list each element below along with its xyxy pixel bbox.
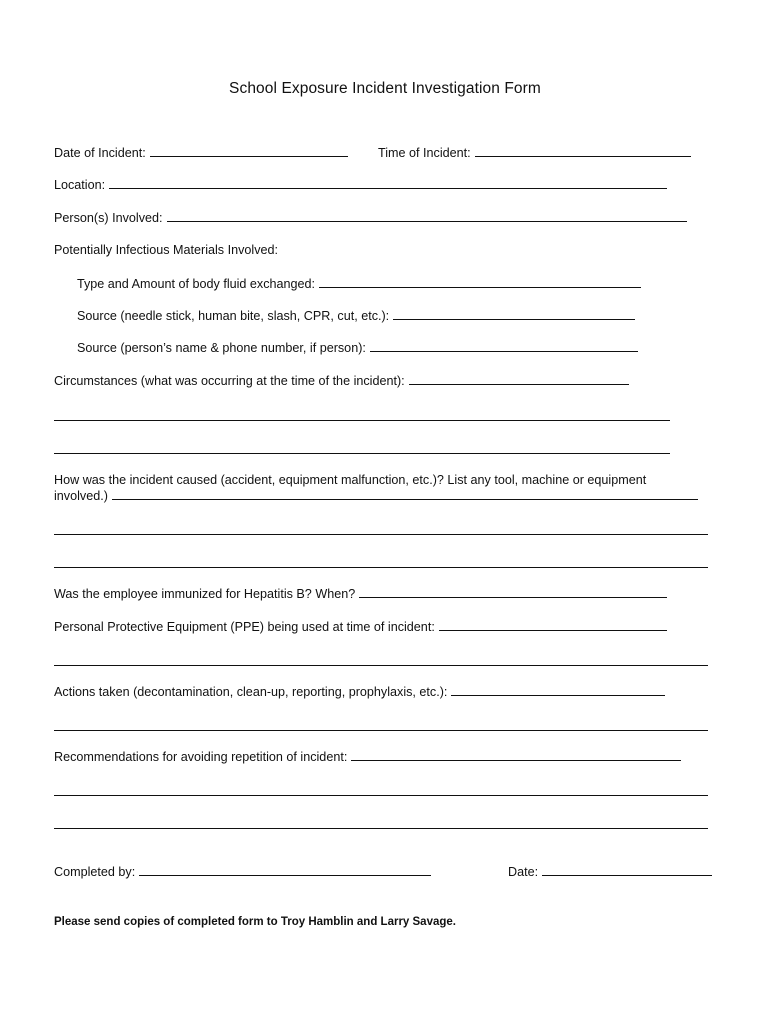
date-of-incident-row (54, 145, 348, 161)
completed-by-field[interactable] (139, 864, 431, 876)
how-caused-extra-line-2[interactable] (54, 567, 708, 568)
type-amount-field[interactable] (319, 276, 641, 288)
footer-note: Please send copies of completed form to Troy Hamblin and Larry Savage. (54, 916, 456, 928)
circumstances-extra-line-1[interactable] (54, 420, 670, 421)
source-type-label: Source (needle stick, human bite, slash, CPR, cut, etc.): (77, 309, 390, 323)
how-caused-field[interactable] (112, 488, 698, 500)
completed-by-row (54, 864, 431, 880)
persons-involved-field[interactable] (167, 210, 687, 222)
recommendations-extra-line-2[interactable] (54, 828, 708, 829)
actions-label: Actions taken (decontamination, clean-up, reporting, prophylaxis, etc.): (54, 685, 448, 699)
ppe-extra-line[interactable] (54, 665, 708, 666)
location-label: Location: (54, 178, 106, 192)
time-of-incident-field[interactable] (475, 145, 691, 157)
actions-row (54, 684, 665, 700)
circumstances-extra-line-2[interactable] (54, 453, 670, 454)
source-person-label: Source (person’s name & phone number, if person): (77, 341, 366, 355)
date-of-incident-field[interactable] (150, 145, 348, 157)
circumstances-label: Circumstances (what was occurring at the time of the incident): (54, 374, 405, 388)
date-label: Date: (508, 865, 539, 879)
circumstances-row (54, 373, 629, 389)
ppe-row (54, 619, 667, 635)
hepatitis-field[interactable] (359, 586, 667, 598)
ppe-label: Personal Protective Equipment (PPE) being used at time of incident: (54, 620, 435, 634)
recommendations-field[interactable] (351, 749, 681, 761)
date-of-incident-label: Date of Incident: (54, 146, 146, 160)
date-field[interactable] (542, 864, 712, 876)
time-of-incident-row (378, 145, 691, 161)
how-caused-label-line1: How was the incident caused (accident, equipment malfunction, etc.)? List any tool, machine or equipment (54, 473, 647, 487)
recommendations-label: Recommendations for avoiding repetition of incident: (54, 750, 348, 764)
location-field[interactable] (109, 177, 667, 189)
how-caused-extra-line-1[interactable] (54, 534, 708, 535)
persons-involved-label: Person(s) Involved: (54, 211, 163, 225)
actions-field[interactable] (451, 684, 665, 696)
hepatitis-label: Was the employee immunized for Hepatitis B? When? (54, 587, 356, 601)
date-row (508, 864, 712, 880)
how-caused-row-1 (54, 472, 646, 488)
pim-heading-label: Potentially Infectious Materials Involved: (54, 243, 279, 257)
persons-involved-row (54, 210, 687, 226)
hepatitis-row (54, 586, 667, 602)
source-person-field[interactable] (370, 340, 638, 352)
ppe-field[interactable] (439, 619, 667, 631)
completed-by-label: Completed by: (54, 865, 136, 879)
how-caused-label-line2: involved.) (54, 489, 108, 503)
location-row (54, 177, 667, 193)
how-caused-row-2 (54, 488, 698, 504)
source-type-row (77, 308, 635, 324)
time-of-incident-label: Time of Incident: (378, 146, 471, 160)
source-person-row (77, 340, 638, 356)
recommendations-extra-line-1[interactable] (54, 795, 708, 796)
circumstances-field[interactable] (409, 373, 629, 385)
form-title: School Exposure Incident Investigation Form (229, 80, 541, 97)
recommendations-row (54, 749, 681, 765)
source-type-field[interactable] (393, 308, 635, 320)
actions-extra-line[interactable] (54, 730, 708, 731)
type-amount-label: Type and Amount of body fluid exchanged: (77, 277, 316, 291)
pim-heading (54, 242, 278, 258)
type-amount-row (77, 276, 641, 292)
